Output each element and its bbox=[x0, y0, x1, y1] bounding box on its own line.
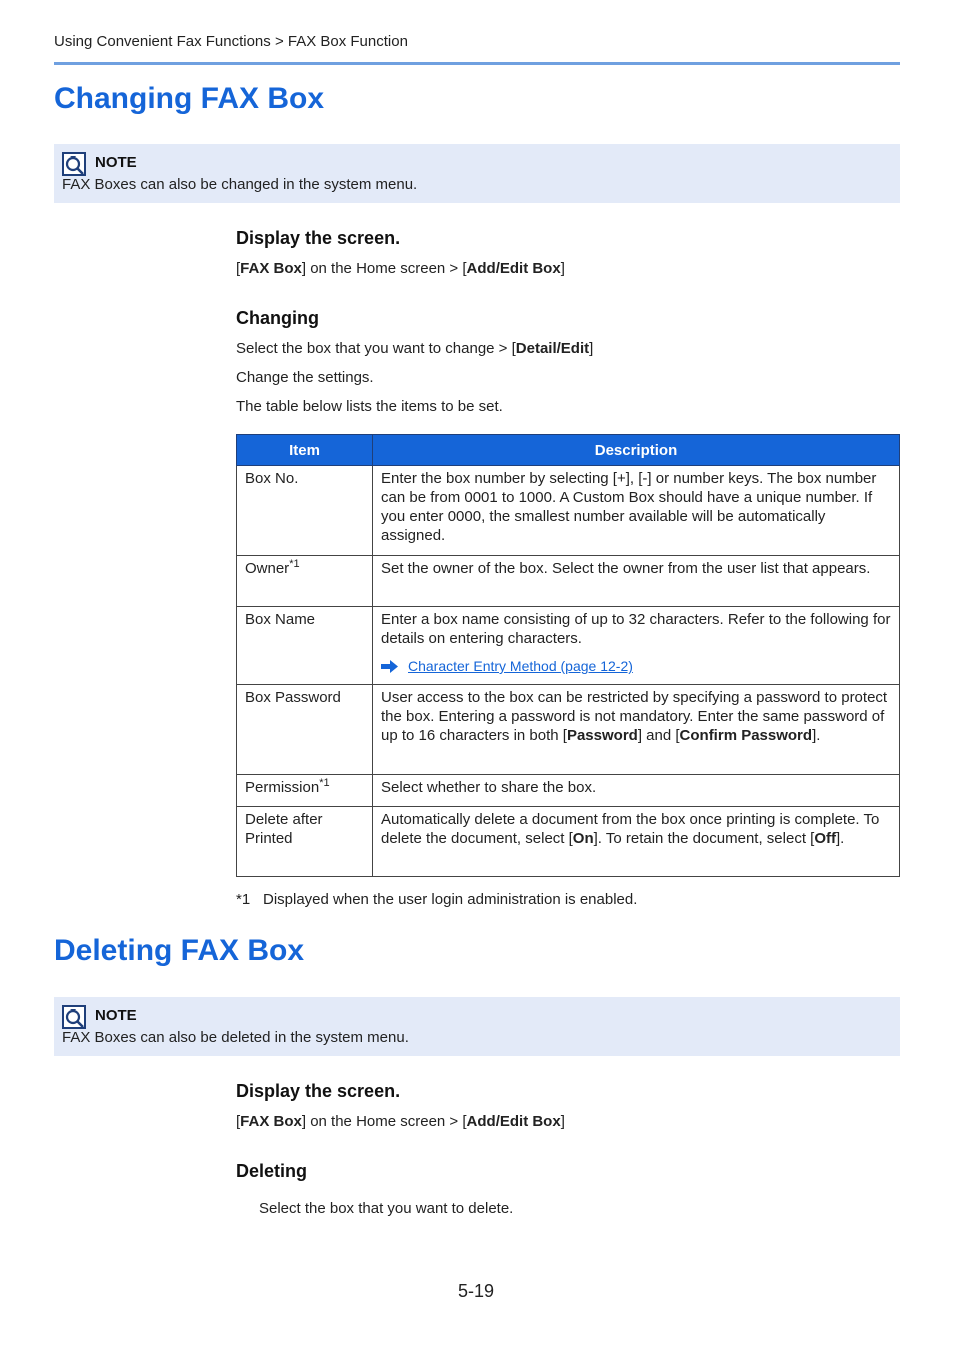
item-cell bbox=[237, 775, 373, 807]
table-footnote bbox=[236, 891, 637, 908]
note-box-changing bbox=[54, 144, 900, 203]
key-add-edit-box: Add/Edit Box bbox=[466, 260, 561, 277]
settings-table bbox=[236, 434, 900, 877]
step-text-display bbox=[236, 1113, 565, 1130]
item-cell bbox=[237, 685, 373, 775]
table-row bbox=[237, 466, 900, 556]
step-heading-deleting: Deleting bbox=[236, 1161, 308, 1181]
item-cell bbox=[237, 607, 373, 685]
page-number: 5-19 bbox=[458, 1281, 495, 1301]
text-fragment: ] bbox=[560, 1113, 565, 1130]
item-name: Permission bbox=[245, 779, 320, 796]
description-text: ]. bbox=[836, 830, 845, 847]
note-icon bbox=[62, 1005, 86, 1029]
description-text: Automatically delete a document from the box once printing is complete. To delete the document, select [ bbox=[381, 811, 880, 847]
description-cell bbox=[373, 685, 900, 775]
description-text: Set the owner of the box. Select the owner from the user list that appears. bbox=[381, 560, 871, 577]
table-row bbox=[237, 685, 900, 775]
description-text: ]. bbox=[812, 727, 821, 744]
step-heading-display: Display the screen. bbox=[236, 228, 401, 248]
key-fax-box: FAX Box bbox=[240, 1113, 302, 1130]
key-password: Password bbox=[566, 727, 638, 744]
note-icon bbox=[62, 152, 86, 176]
text-fragment: ] on the Home screen > [ bbox=[301, 1113, 467, 1130]
description-text: Enter the box number by selecting [+], [-] or number keys. The box number can be from 0001 to 1000. A Custom Box should have a unique number. If you enter 0000, the smallest number available will be automatically assigned. bbox=[381, 470, 877, 544]
key-fax-box: FAX Box bbox=[240, 260, 302, 277]
step-text-table-intro: The table below lists the items to be set. bbox=[236, 398, 503, 415]
table-row bbox=[237, 807, 900, 877]
item-name: Box No. bbox=[245, 470, 299, 487]
footnote-mark: *1 bbox=[236, 891, 251, 908]
step-text-select bbox=[236, 340, 593, 357]
header-rule bbox=[54, 62, 900, 65]
table-row bbox=[237, 775, 900, 807]
text-fragment: ] on the Home screen > [ bbox=[301, 260, 467, 277]
item-name: Box Password bbox=[245, 689, 341, 706]
description-text: ]. To retain the document, select [ bbox=[593, 830, 815, 847]
key-detail-edit: Detail/Edit bbox=[515, 340, 590, 357]
page-title-deleting: Deleting FAX Box bbox=[54, 934, 305, 967]
text-fragment: Select the box that you want to change > [ bbox=[236, 340, 516, 357]
note-text: FAX Boxes can also be changed in the system menu. bbox=[62, 176, 418, 193]
table-row bbox=[237, 607, 900, 685]
note-box-deleting bbox=[54, 997, 900, 1056]
column-header-description: Description bbox=[373, 435, 900, 466]
note-label: NOTE bbox=[95, 1007, 137, 1024]
description-cell bbox=[373, 607, 900, 685]
description-cell bbox=[373, 466, 900, 556]
step-text-change: Change the settings. bbox=[236, 369, 374, 386]
text-fragment: ] bbox=[589, 340, 594, 357]
key-on: On bbox=[572, 830, 594, 847]
step-text-display bbox=[236, 260, 565, 277]
key-add-edit-box: Add/Edit Box bbox=[466, 1113, 561, 1130]
description-text: User access to the box can be restricted by specifying a password to protect the box. Entering a password is not mandatory. Enter the same password of up to 16 characters in both [ bbox=[381, 689, 888, 744]
footnote-marker: *1 bbox=[319, 777, 330, 789]
breadcrumb: Using Convenient Fax Functions > FAX Box Function bbox=[54, 33, 408, 50]
step-heading-display: Display the screen. bbox=[236, 1081, 401, 1101]
step-text-select-delete: Select the box that you want to delete. bbox=[259, 1200, 514, 1217]
description-cell bbox=[373, 775, 900, 807]
footnote-marker: *1 bbox=[289, 558, 300, 570]
description-text: ] and [ bbox=[637, 727, 680, 744]
item-name: Delete after Printed bbox=[245, 811, 323, 847]
note-label: NOTE bbox=[95, 154, 137, 171]
description-text: Enter a box name consisting of up to 32 characters. Refer to the following for details on entering characters. bbox=[381, 611, 891, 647]
description-text: Select whether to share the box. bbox=[381, 779, 597, 796]
footnote-text: Displayed when the user login administration is enabled. bbox=[263, 891, 638, 908]
key-confirm-password: Confirm Password bbox=[679, 727, 813, 744]
item-cell bbox=[237, 466, 373, 556]
step-heading-changing: Changing bbox=[236, 308, 319, 328]
key-off: Off bbox=[814, 830, 836, 847]
text-fragment: [ bbox=[236, 260, 241, 277]
table-row bbox=[237, 556, 900, 607]
description-cell bbox=[373, 807, 900, 877]
text-fragment: [ bbox=[236, 1113, 241, 1130]
description-cell bbox=[373, 556, 900, 607]
item-name: Owner bbox=[245, 560, 290, 577]
text-fragment: ] bbox=[560, 260, 565, 277]
character-entry-link[interactable]: Character Entry Method (page 12-2) bbox=[408, 658, 633, 674]
note-text: FAX Boxes can also be deleted in the system menu. bbox=[62, 1029, 409, 1046]
item-cell bbox=[237, 807, 373, 877]
item-name: Box Name bbox=[245, 611, 316, 628]
item-cell bbox=[237, 556, 373, 607]
column-header-item: Item bbox=[237, 435, 373, 466]
arrow-right-icon bbox=[381, 660, 398, 673]
page-title-changing: Changing FAX Box bbox=[54, 82, 324, 115]
reference-link-row bbox=[381, 657, 891, 676]
